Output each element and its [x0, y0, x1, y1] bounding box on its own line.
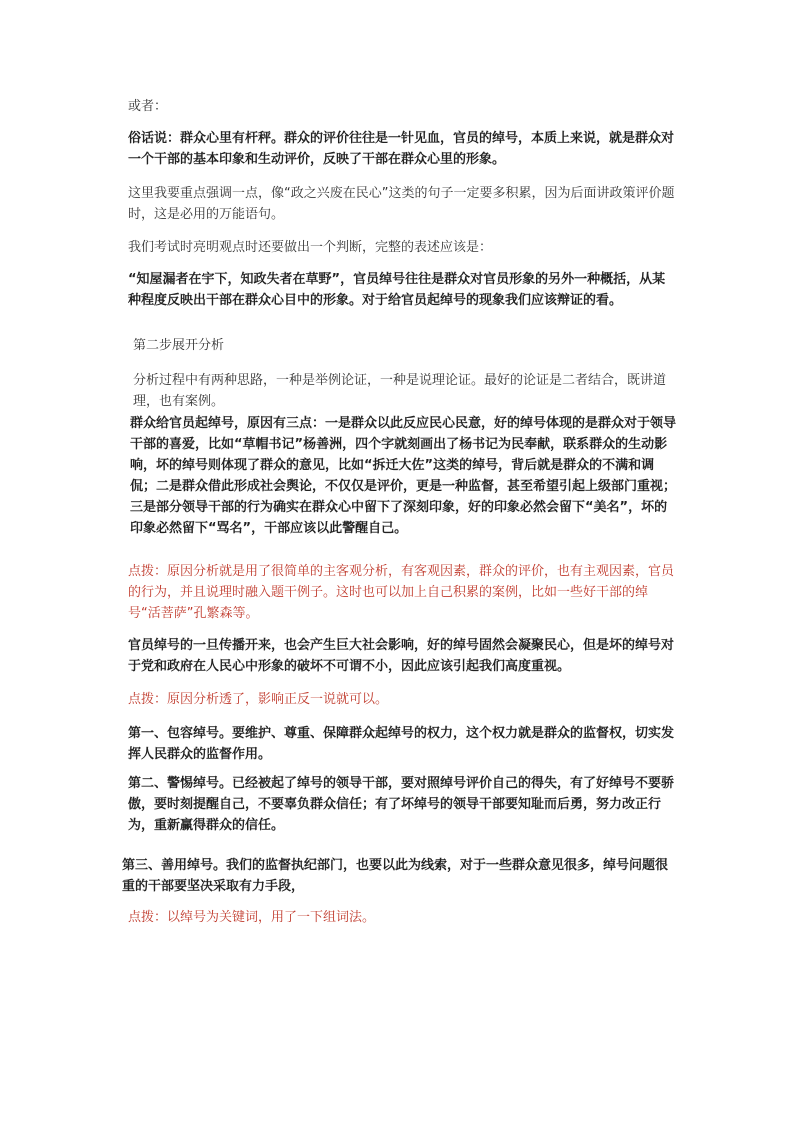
paragraph-tip-1: 点拨：原因分析就是用了很简单的主客观分析，有客观因素，群众的评价，也有主观因素，官员的行为，并且说理时融入题干例子。这时也可以加上自己积累的案例，比如一些好干部的绰号“活菩萨”孔繁森等。	[128, 564, 675, 621]
paragraph-tip-2: 点拨：原因分析透了，影响正反一说就可以。	[128, 692, 389, 707]
paragraph-judgement: “知屋漏者在宇下，知政失者在草野”，官员绰号往往是群众对官员形象的另外一种概括，从某种程度反映出干部在群众心目中的形象。对于给官员起绰号的现象我们应该辩证的看。	[128, 272, 666, 308]
paragraph-reasons: 群众给官员起绰号，原因有三点：一是群众以此反应民心民意，好的绰号体现的是群众对于领导干部的喜爱，比如“草帽书记”杨善洲，四个字就刻画出了杨书记为民奉献，联系群众的生动影响，坏的绰号则体现了群众的意见，比如“拆迁大佐”这类的绰号，背后就是群众的不满和调侃；二是群众借此形成社会舆论，不仅仅是评价，更是一种监督，甚至希望引起上级部门重视；三是部分领导干部的行为确实在群众心中留下了深刻印象，好的印象必然会留下“美名”，坏的印象必然留下“骂名”，干部应该以此警醒自己。	[130, 416, 677, 536]
paragraph-emphasis: 这里我要重点强调一点，像“政之兴废在民心”这类的句子一定要多积累，因为后面讲政策评价题时，这是必用的万能语句。	[128, 186, 675, 222]
paragraph-impact: 官员绰号的一旦传播开来，也会产生巨大社会影响，好的绰号固然会凝聚民心，但是坏的绰号对于党和政府在人民心中形象的破坏不可谓不小，因此应该引起我们高度重视。	[128, 638, 675, 674]
paragraph-measure-2: 第二、警惕绰号。已经被起了绰号的领导干部，要对照绰号评价自己的得失，有了好绰号不要骄傲，要时刻提醒自己，不要辜负群众信任；有了坏绰号的领导干部要知耻而后勇，努力改正行为，重新赢得群众的信任。	[128, 776, 675, 833]
paragraph-tip-3: 点拨：以绰号为关键词，用了一下组词法。	[128, 910, 376, 925]
paragraph-proverb: 俗话说：群众心里有杆秤。群众的评价往往是一针见血，官员的绰号，本质上来说，就是群众对一个干部的基本印象和生动评价，反映了干部在群众心里的形象。	[128, 131, 675, 167]
paragraph-analysis-method: 分析过程中有两种思路，一种是举例论证，一种是说理论证。最好的论证是二者结合，既讲道理，也有案例。	[133, 373, 667, 409]
paragraph-intro: 或者：	[128, 99, 168, 114]
paragraph-judgement-intro: 我们考试时亮明观点时还要做出一个判断，完整的表述应该是：	[128, 240, 493, 255]
paragraph-measure-3: 第三、善用绰号。我们的监督执纪部门，也要以此为线索，对于一些群众意见很多，绰号问题很重的干部要坚决采取有力手段，	[122, 858, 669, 894]
section-heading-step2: 第二步展开分析	[133, 338, 225, 353]
paragraph-measure-1: 第一、包容绰号。要维护、尊重、保障群众起绰号的权力，这个权力就是群众的监督权，切实发挥人民群众的监督作用。	[128, 726, 675, 762]
